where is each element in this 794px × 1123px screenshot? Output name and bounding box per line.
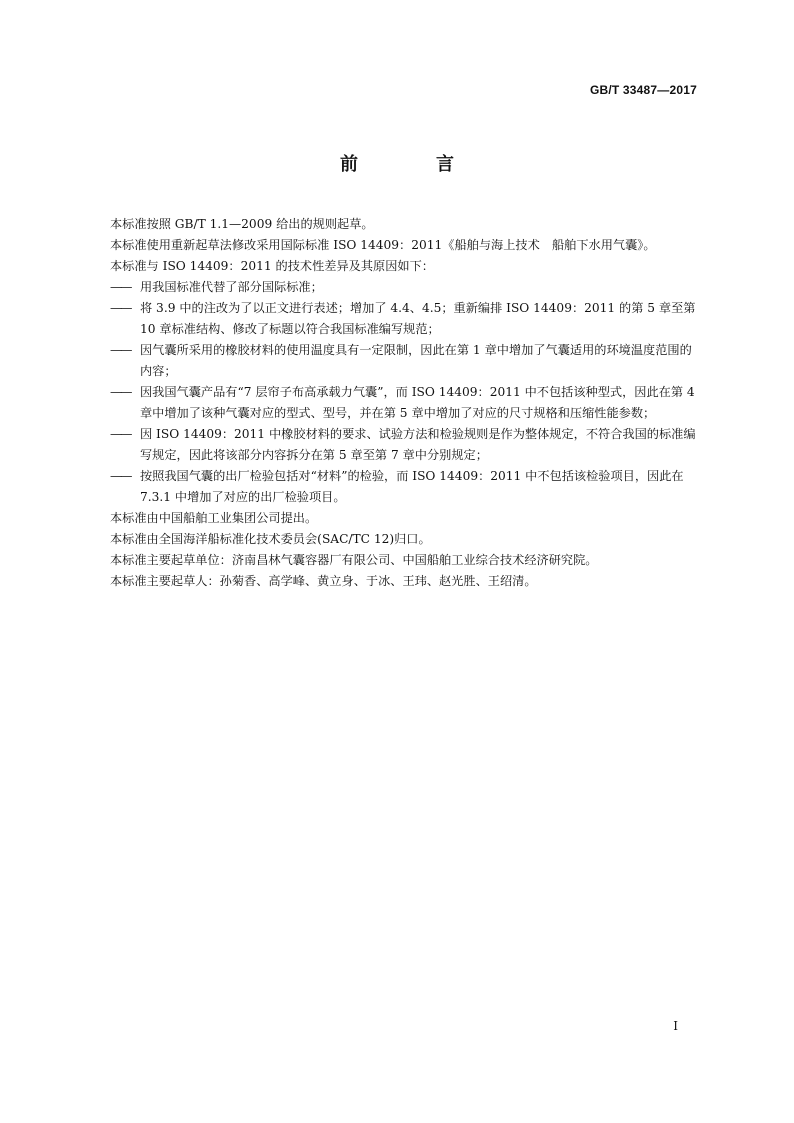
page-title: 前 言: [340, 154, 484, 175]
difference-text: 将 3.9 中的注改为了以正文进行表述；增加了 4.4、4.5；重新编排 ISO 14409：2011 的第 5 章至第 10 章标准结构、修改了标题以符合我国标准编写规范；: [140, 301, 696, 336]
difference-text: 因 ISO 14409：2011 中橡胶材料的要求、试验方法和检验规则是作为整体规定，不符合我国的标准编写规定，因此将该部分内容拆分在第 5 章至第 7 章中分别规定；: [140, 427, 696, 462]
closing-paragraph: 本标准主要起草单位：济南昌林气囊容器厂有限公司、中国船舶工业综合技术经济研究院。: [110, 553, 598, 567]
closing-paragraph: 本标准由全国海洋船标准化技术委员会(SAC/TC 12)归口。: [110, 532, 431, 546]
closing-paragraph: 本标准由中国船舶工业集团公司提出。: [110, 511, 318, 525]
dash-marker: ——: [110, 343, 131, 357]
standard-code: GB/T 33487—2017: [589, 83, 697, 97]
dash-marker: ——: [110, 385, 131, 399]
dash-marker: ——: [110, 427, 131, 441]
intro-paragraph: 本标准使用重新起草法修改采用国际标准 ISO 14409：2011《船舶与海上技术 船舶下水用气囊》。: [110, 238, 656, 252]
difference-item: [110, 466, 698, 508]
foreword-body: [110, 214, 698, 592]
difference-item: [110, 382, 698, 424]
dash-marker: ——: [110, 280, 131, 294]
difference-text: 因我国气囊产品有“7 层帘子布高承载力气囊”，而 ISO 14409：2011 中不包括该种型式，因此在第 4 章中增加了该种气囊对应的型式、型号，并在第 5 章中增加了对应的尺寸规格和压缩性能参数；: [140, 385, 695, 420]
page-number: I: [673, 1019, 678, 1033]
difference-text: 用我国标准代替了部分国际标准；: [140, 280, 323, 294]
closing-paragraph: 本标准主要起草人：孙菊香、高学峰、黄立身、于冰、王玮、赵光胜、王绍清。: [110, 574, 537, 588]
difference-item: [110, 340, 698, 382]
intro-paragraph: 本标准与 ISO 14409：2011 的技术性差异及其原因如下：: [110, 259, 434, 273]
difference-item: [110, 298, 698, 340]
difference-item: [110, 277, 698, 298]
difference-item: [110, 424, 698, 466]
difference-text: 按照我国气囊的出厂检验包括对“材料”的检验，而 ISO 14409：2011 中不包括该检验项目，因此在 7.3.1 中增加了对应的出厂检验项目。: [140, 469, 684, 504]
difference-text: 因气囊所采用的橡胶材料的使用温度具有一定限制，因此在第 1 章中增加了气囊适用的环境温度范围的内容；: [140, 343, 692, 378]
dash-marker: ——: [110, 301, 131, 315]
intro-paragraph: 本标准按照 GB/T 1.1—2009 给出的规则起草。: [110, 217, 374, 231]
dash-marker: ——: [110, 469, 131, 483]
